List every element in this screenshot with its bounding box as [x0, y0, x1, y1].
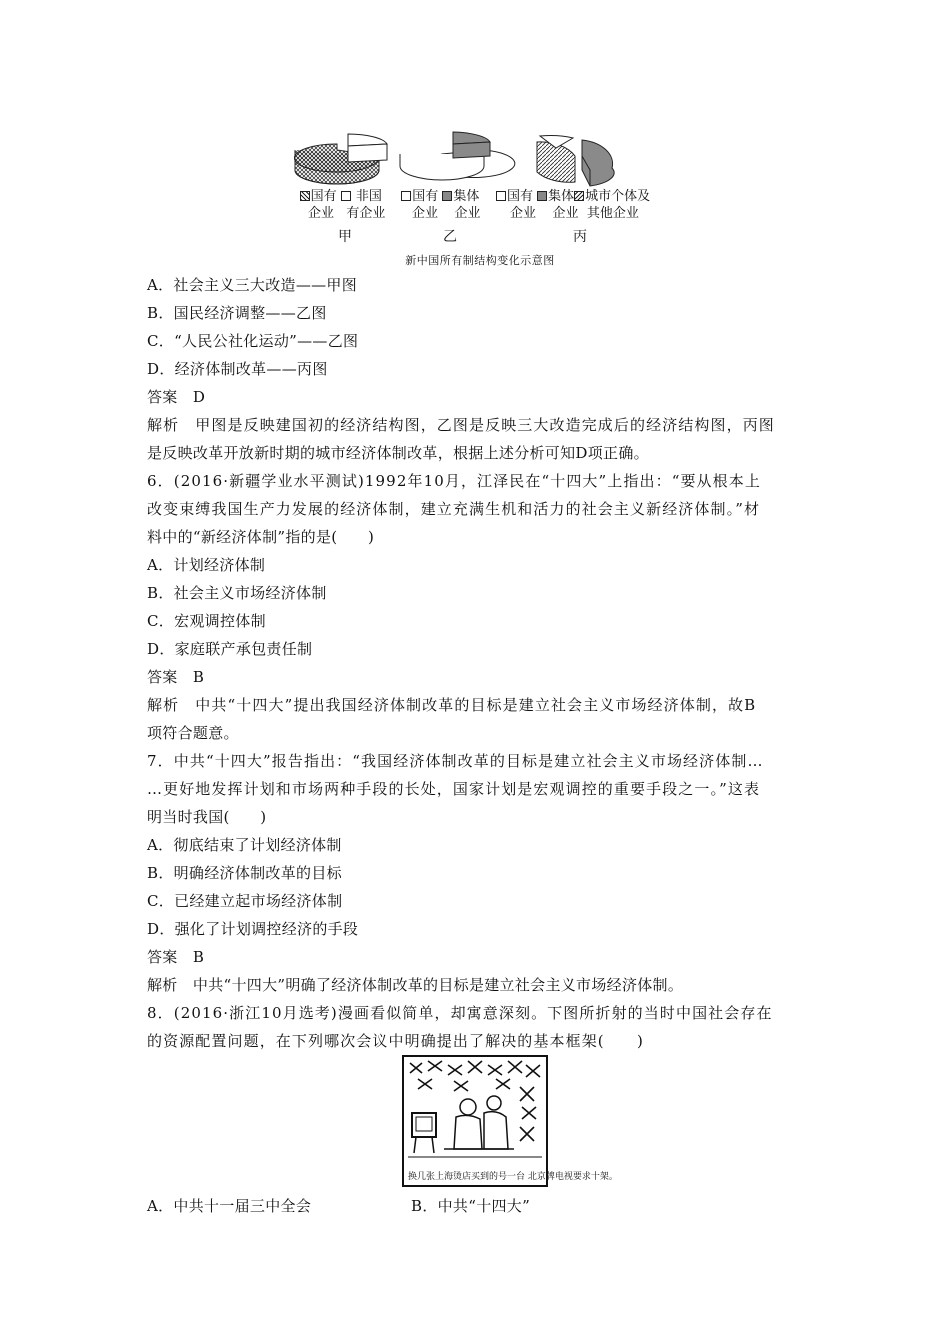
text-line: B．明确经济体制改革的目标	[147, 864, 342, 882]
legend-label: 国有	[310, 189, 337, 204]
text-line: 解析 中共“十四大”明确了经济体制改革的目标是建立社会主义市场经济体制。	[147, 976, 684, 994]
text-line: 答案 D	[147, 388, 206, 406]
text-line: C．“人民公社化运动”——乙图	[147, 332, 359, 350]
text-line: B．社会主义市场经济体制	[147, 584, 327, 602]
white-swatch-icon	[341, 191, 351, 201]
diagonal-hatch-swatch-icon	[574, 191, 584, 201]
legend-label: 集体	[548, 189, 575, 204]
figure-label-yi: 乙	[443, 229, 457, 245]
text-line: B．国民经济调整——乙图	[147, 304, 327, 322]
white-swatch-icon	[401, 191, 411, 201]
text-line: 7．中共“十四大”报告指出：“我国经济体制改革的目标是建立社会主义市场经济体制…	[147, 752, 764, 770]
text-line: 料中的“新经济体制”指的是( )	[147, 528, 375, 546]
option-b: B．中共“十四大”	[411, 1197, 531, 1215]
legend-label: 国有	[507, 189, 534, 204]
text-line: C．宏观调控体制	[147, 612, 266, 630]
legend-label: 企业	[454, 206, 481, 221]
figure-caption: 新中国所有制结构变化示意图	[405, 254, 555, 267]
legend-label: 城市个体及	[585, 189, 651, 204]
cross-hatch-swatch-icon	[300, 191, 310, 201]
text-line: 6．(2016·新疆学业水平测试)1992年10月，江泽民在“十四大”上指出：“要从根本上	[147, 472, 761, 490]
text-line: 答案 B	[147, 948, 205, 966]
legend-label: 企业	[308, 206, 335, 221]
text-line: D．经济体制改革——丙图	[147, 360, 328, 378]
cartoon-caption: 换几张上海烫店买到的号一台 北京牌电视要求十架。	[408, 1172, 618, 1182]
cartoon-image	[402, 1055, 618, 1187]
pie-bing	[537, 136, 614, 186]
text-line: C．已经建立起市场经济体制	[147, 892, 343, 910]
text-line: A．计划经济体制	[147, 556, 266, 574]
legend-label: 其他企业	[586, 206, 639, 221]
pie-yi	[400, 132, 515, 180]
option-a: A．中共十一届三中全会	[147, 1197, 312, 1215]
text-line: 解析 甲图是反映建国初的经济结构图，乙图是反映三大改造完成后的经济结构图，丙图	[147, 416, 775, 434]
figure-label-bing: 丙	[573, 229, 587, 245]
legend-label: 非国	[355, 189, 382, 204]
legend-label: 企业	[412, 206, 439, 221]
legend-label: 国有	[412, 189, 439, 204]
text-line: A．彻底结束了计划经济体制	[147, 836, 342, 854]
text-line: D．家庭联产承包责任制	[147, 640, 313, 658]
text-line: 解析 中共“十四大”提出我国经济体制改革的目标是建立社会主义市场经济体制，故B	[147, 696, 757, 714]
ownership-structure-figure	[290, 126, 670, 268]
text-line: D．强化了计划调控经济的手段	[147, 920, 359, 938]
text-line: 答案 B	[147, 668, 205, 686]
text-line: 明当时我国( )	[147, 808, 267, 826]
legend-label: 企业	[552, 206, 579, 221]
pie-jia	[294, 134, 387, 184]
grey-swatch-icon	[537, 191, 547, 201]
legend-label: 企业	[510, 206, 537, 221]
grey-swatch-icon	[442, 191, 452, 201]
legend-jia	[296, 188, 385, 222]
figure-label-jia: 甲	[338, 229, 352, 245]
text-line: 的资源配置问题，在下列哪次会议中明确提出了解决的基本框架( )	[147, 1032, 644, 1050]
legend-label: 集体	[453, 189, 480, 204]
text-line: …更好地发挥计划和市场两种手段的长处，国家计划是宏观调控的重要手段之一。”这表	[147, 780, 761, 798]
legend-label: 有企业	[346, 206, 386, 221]
legend-yi	[400, 188, 481, 222]
text-line: A．社会主义三大改造——甲图	[147, 276, 358, 294]
legend-bing	[496, 188, 650, 222]
cartoon-drawing	[404, 1057, 618, 1185]
text-line: 是反映改革开放新时期的城市经济体制改革，根据上述分析可知D项正确。	[147, 444, 649, 462]
white-swatch-icon	[496, 191, 506, 201]
text-line: 改变束缚我国生产力发展的经济体制，建立充满生机和活力的社会主义新经济体制。”材	[147, 500, 761, 518]
text-line: 8．(2016·浙江10月选考)漫画看似简单，却寓意深刻。下图所折射的当时中国社会存在	[147, 1004, 773, 1022]
text-line: 项符合题意。	[147, 724, 239, 742]
